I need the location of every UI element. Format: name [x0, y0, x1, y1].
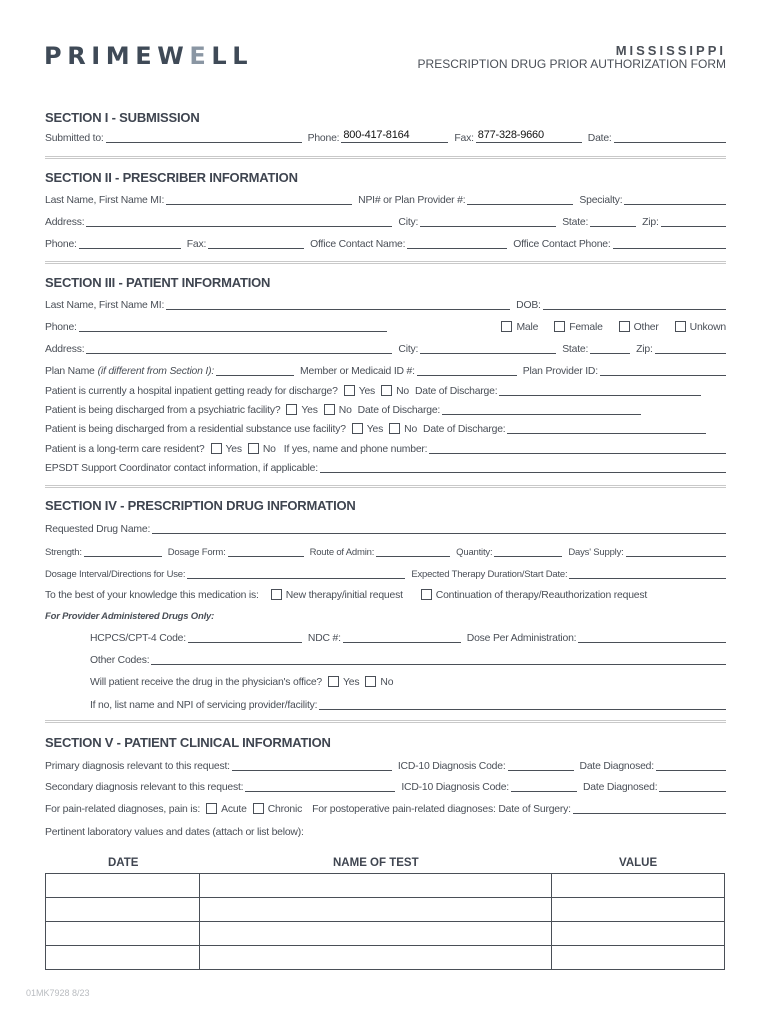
logo-text-c: LL: [211, 42, 254, 70]
if-no-label: If no, list name and NPI of servicing provider/facility:: [90, 700, 318, 711]
no-label: No: [380, 677, 394, 688]
office-contact-label: Office Contact Name:: [310, 239, 406, 250]
substance-discharge-row: [45, 421, 706, 435]
provider-admin-heading: For Provider Administered Drugs Only:: [45, 611, 215, 622]
plan-name-field[interactable]: [216, 365, 294, 376]
no-label: No: [396, 386, 409, 397]
zip-field[interactable]: [655, 343, 726, 354]
male-label: Male: [516, 322, 539, 333]
strength-row: [45, 544, 726, 558]
route-label: Route of Admin:: [309, 547, 375, 558]
days-supply-label: Days' Supply:: [568, 547, 624, 558]
test-cell[interactable]: [200, 922, 552, 946]
phone-label: Phone:: [45, 322, 77, 333]
physician-office-yes-checkbox[interactable]: [328, 676, 339, 687]
dob-label: DOB:: [516, 300, 541, 311]
office-contact-field[interactable]: [407, 238, 507, 249]
test-cell[interactable]: [200, 946, 552, 970]
primary-dx-field[interactable]: [232, 760, 392, 771]
lab-values-row: [45, 824, 726, 838]
prescriber-address-row: [45, 214, 726, 228]
test-cell[interactable]: [200, 874, 552, 898]
yes-label: Yes: [301, 405, 318, 416]
other-label: Other: [633, 322, 659, 333]
female-label: Female: [569, 322, 603, 333]
city-field[interactable]: [420, 343, 556, 354]
discharge-date-label: Date of Discharge:: [423, 424, 506, 435]
specialty-label: Specialty:: [579, 195, 623, 206]
yes-label: Yes: [366, 424, 384, 435]
continuation-checkbox[interactable]: [421, 589, 432, 600]
servicing-provider-field[interactable]: [319, 699, 726, 710]
col-value-header: VALUE: [619, 857, 658, 869]
ltc-question: Patient is a long-term care resident?: [45, 444, 205, 455]
prescriber-name-row: [45, 192, 726, 206]
fax-value: 877-328-9660: [477, 129, 544, 141]
section-3-title: SECTION III - PATIENT INFORMATION: [45, 275, 271, 290]
hcpcs-label: HCPCS/CPT-4 Code:: [90, 633, 186, 644]
continuation-label: Continuation of therapy/Reauthorization request: [435, 590, 648, 601]
no-label: No: [338, 405, 352, 416]
primary-date-diagnosed-field[interactable]: [656, 760, 726, 771]
value-cell[interactable]: [552, 898, 725, 922]
date-cell[interactable]: [46, 898, 200, 922]
dosage-interval-label: Dosage Interval/Directions for Use:: [45, 569, 186, 580]
state-label: State:: [562, 217, 589, 228]
postop-label: For postoperative pain-related diagnoses: Date of Surgery:: [312, 804, 571, 815]
date-cell[interactable]: [46, 922, 200, 946]
city-label: City:: [398, 217, 419, 228]
plan-row: [45, 363, 726, 377]
date-label: Date:: [587, 133, 612, 144]
table-row: [46, 898, 725, 922]
ltc-yes-checkbox[interactable]: [211, 443, 222, 454]
primary-dx-row: [45, 758, 726, 772]
servicing-provider-row: [90, 697, 726, 711]
divider: [45, 720, 726, 723]
specialty-field[interactable]: [624, 194, 726, 205]
submitted-to-field[interactable]: [106, 132, 302, 143]
state-title: MISSISSIPPI: [615, 43, 726, 58]
therapy-type-row: [45, 587, 726, 601]
npi-label: NPI# or Plan Provider #:: [358, 195, 466, 206]
no-label: No: [404, 424, 418, 435]
unknown-label: Unkown: [689, 322, 726, 333]
hospital-discharge-row: [45, 383, 701, 397]
drug-name-row: [45, 521, 726, 535]
substance-yes-checkbox[interactable]: [352, 423, 363, 434]
dosage-interval-field[interactable]: [187, 568, 405, 579]
lab-table: [45, 873, 725, 970]
discharge-date-label: Date of Discharge:: [414, 386, 498, 397]
icd10-label: ICD-10 Diagnosis Code:: [401, 782, 509, 793]
divider: [45, 485, 726, 488]
other-codes-label: Other Codes:: [90, 655, 150, 666]
dose-per-admin-label: Dose Per Administration:: [466, 633, 577, 644]
ltc-no-checkbox[interactable]: [248, 443, 259, 454]
patient-phone-row: [45, 319, 726, 333]
address-field[interactable]: [86, 216, 392, 227]
state-label: State:: [562, 344, 589, 355]
zip-field[interactable]: [661, 216, 726, 227]
patient-name-row: [45, 297, 726, 311]
drug-name-label: Requested Drug Name:: [45, 524, 151, 535]
section-2-title: SECTION II - PRESCRIBER INFORMATION: [45, 170, 298, 185]
substance-discharge-date-field[interactable]: [507, 423, 706, 434]
plan-name-label: Plan Name: [45, 366, 95, 377]
address-label: Address:: [45, 344, 85, 355]
expected-therapy-label: Expected Therapy Duration/Start Date:: [411, 569, 568, 580]
psych-discharge-row: [45, 402, 641, 416]
psych-no-checkbox[interactable]: [324, 404, 335, 415]
state-field[interactable]: [590, 216, 636, 227]
plan-provider-id-label: Plan Provider ID:: [522, 366, 598, 377]
secondary-dx-field[interactable]: [245, 781, 395, 792]
zip-label: Zip:: [636, 344, 653, 355]
quantity-label: Quantity:: [456, 547, 493, 558]
city-label: City:: [398, 344, 419, 355]
primewell-logo: [44, 42, 253, 70]
date-cell[interactable]: [46, 874, 200, 898]
chronic-checkbox[interactable]: [253, 803, 264, 814]
epsdt-row: [45, 460, 726, 474]
hospital-discharge-date-field[interactable]: [499, 385, 701, 396]
female-checkbox[interactable]: [554, 321, 565, 332]
provider-admin-row: [45, 608, 726, 622]
epsdt-field[interactable]: [320, 462, 726, 473]
zip-label: Zip:: [642, 217, 659, 228]
phone-value: 800-417-8164: [343, 129, 410, 141]
surgery-date-field[interactable]: [573, 803, 726, 814]
value-cell[interactable]: [552, 922, 725, 946]
office-phone-field[interactable]: [613, 238, 726, 249]
yes-label: Yes: [225, 444, 242, 455]
physician-office-no-checkbox[interactable]: [365, 676, 376, 687]
substance-no-checkbox[interactable]: [389, 423, 400, 434]
if-yes-label: If yes, name and phone number:: [283, 444, 428, 455]
discharge-date-label: Date of Discharge:: [357, 405, 441, 416]
phone-label: Phone:: [45, 239, 77, 250]
hospital-question: Patient is currently a hospital inpatient getting ready for discharge?: [45, 386, 338, 397]
dosage-form-field[interactable]: [228, 546, 304, 557]
col-date-header: DATE: [108, 857, 139, 869]
dosage-interval-row: [45, 566, 726, 580]
divider: [45, 261, 726, 264]
date-diagnosed-label: Date Diagnosed:: [583, 782, 658, 793]
fax-field[interactable]: [208, 238, 304, 249]
city-field[interactable]: [420, 216, 556, 227]
psych-question: Patient is being discharged from a psychiatric facility?: [45, 405, 281, 416]
patient-address-row: [45, 341, 726, 355]
patient-name-field[interactable]: [166, 299, 510, 310]
ndc-field[interactable]: [343, 632, 461, 643]
prescriber-phone-row: [45, 236, 726, 250]
dob-field[interactable]: [543, 299, 726, 310]
ltc-contact-field[interactable]: [429, 443, 726, 454]
epsdt-label: EPSDT Support Coordinator contact information, if applicable:: [45, 463, 318, 474]
chronic-label: Chronic: [267, 804, 303, 815]
state-field[interactable]: [590, 343, 630, 354]
lab-values-label: Pertinent laboratory values and dates (attach or list below):: [45, 827, 304, 838]
npi-field[interactable]: [467, 194, 573, 205]
phone-label: Phone:: [307, 133, 340, 144]
value-cell[interactable]: [552, 874, 725, 898]
new-therapy-label: New therapy/initial request: [285, 590, 403, 601]
drug-name-field[interactable]: [152, 523, 726, 534]
date-field[interactable]: [614, 132, 726, 143]
pain-row: [45, 801, 726, 815]
submission-row: [45, 130, 726, 144]
dose-per-admin-field[interactable]: [578, 632, 726, 643]
physician-office-question: Will patient receive the drug in the physician's office?: [90, 677, 323, 688]
hospital-no-checkbox[interactable]: [381, 385, 392, 396]
secondary-dx-label: Secondary diagnosis relevant to this request:: [45, 782, 244, 793]
hcpcs-field[interactable]: [188, 632, 302, 643]
male-checkbox[interactable]: [501, 321, 512, 332]
strength-label: Strength:: [45, 547, 82, 558]
quantity-field[interactable]: [494, 546, 562, 557]
col-test-header: NAME OF TEST: [333, 857, 419, 869]
section-5-title: SECTION V - PATIENT CLINICAL INFORMATION: [45, 735, 331, 750]
expected-therapy-field[interactable]: [569, 568, 726, 579]
secondary-date-diagnosed-field[interactable]: [659, 781, 726, 792]
table-row: [46, 946, 725, 970]
route-field[interactable]: [376, 546, 450, 557]
other-codes-field[interactable]: [151, 654, 726, 665]
yes-label: Yes: [358, 386, 376, 397]
fax-field[interactable]: [476, 129, 582, 143]
date-cell[interactable]: [46, 946, 200, 970]
address-label: Address:: [45, 217, 85, 228]
psych-yes-checkbox[interactable]: [286, 404, 297, 415]
divider: [45, 156, 726, 159]
hospital-yes-checkbox[interactable]: [344, 385, 355, 396]
prescriber-name-field[interactable]: [166, 194, 352, 205]
logo-text-accent: E: [189, 42, 212, 70]
hcpcs-row: [90, 630, 726, 644]
form-title: PRESCRIPTION DRUG PRIOR AUTHORIZATION FORM: [417, 57, 726, 71]
secondary-icd10-field[interactable]: [511, 781, 577, 792]
primary-dx-label: Primary diagnosis relevant to this request:: [45, 761, 230, 772]
table-row: [46, 922, 725, 946]
logo-text-a: PRIMEW: [44, 42, 190, 70]
phone-field[interactable]: [341, 129, 448, 143]
secondary-dx-row: [45, 779, 726, 793]
fax-label: Fax:: [186, 239, 207, 250]
physician-office-row: [90, 674, 726, 688]
prescriber-name-label: Last Name, First Name MI:: [45, 195, 165, 206]
phone-field[interactable]: [79, 238, 181, 249]
plan-provider-id-field[interactable]: [600, 365, 726, 376]
member-id-field[interactable]: [417, 365, 517, 376]
ltc-row: [45, 441, 726, 455]
member-id-label: Member or Medicaid ID #:: [300, 366, 415, 377]
days-supply-field[interactable]: [626, 546, 726, 557]
acute-label: Acute: [221, 804, 247, 815]
substance-question: Patient is being discharged from a residential substance use facility?: [45, 424, 346, 435]
table-row: [46, 874, 725, 898]
date-diagnosed-label: Date Diagnosed:: [579, 761, 654, 772]
office-phone-label: Office Contact Phone:: [513, 239, 611, 250]
submitted-to-label: Submitted to:: [45, 133, 104, 144]
psych-discharge-date-field[interactable]: [442, 404, 641, 415]
pain-related-label: For pain-related diagnoses, pain is:: [45, 804, 201, 815]
fax-label: Fax:: [454, 133, 474, 144]
knowledge-label: To the best of your knowledge this medication is:: [45, 590, 259, 601]
new-therapy-checkbox[interactable]: [271, 589, 282, 600]
address-field[interactable]: [86, 343, 392, 354]
unknown-checkbox[interactable]: [675, 321, 686, 332]
dosage-form-label: Dosage Form:: [167, 547, 226, 558]
yes-label: Yes: [343, 677, 360, 688]
other-codes-row: [90, 652, 726, 666]
patient-name-label: Last Name, First Name MI:: [45, 300, 165, 311]
test-cell[interactable]: [200, 898, 552, 922]
icd10-label: ICD-10 Diagnosis Code:: [397, 761, 506, 772]
no-label: No: [262, 444, 276, 455]
section-1-title: SECTION I - SUBMISSION: [45, 110, 200, 125]
form-code: 01MK7928 8/23: [26, 988, 90, 998]
other-checkbox[interactable]: [619, 321, 630, 332]
section-4-title: SECTION IV - PRESCRIPTION DRUG INFORMATION: [45, 498, 356, 513]
plan-name-note: (if different from Section I):: [97, 366, 215, 377]
value-cell[interactable]: [552, 946, 725, 970]
strength-field[interactable]: [84, 546, 162, 557]
ndc-label: NDC #:: [307, 633, 341, 644]
acute-checkbox[interactable]: [206, 803, 217, 814]
phone-field[interactable]: [79, 321, 387, 332]
primary-icd10-field[interactable]: [508, 760, 574, 771]
